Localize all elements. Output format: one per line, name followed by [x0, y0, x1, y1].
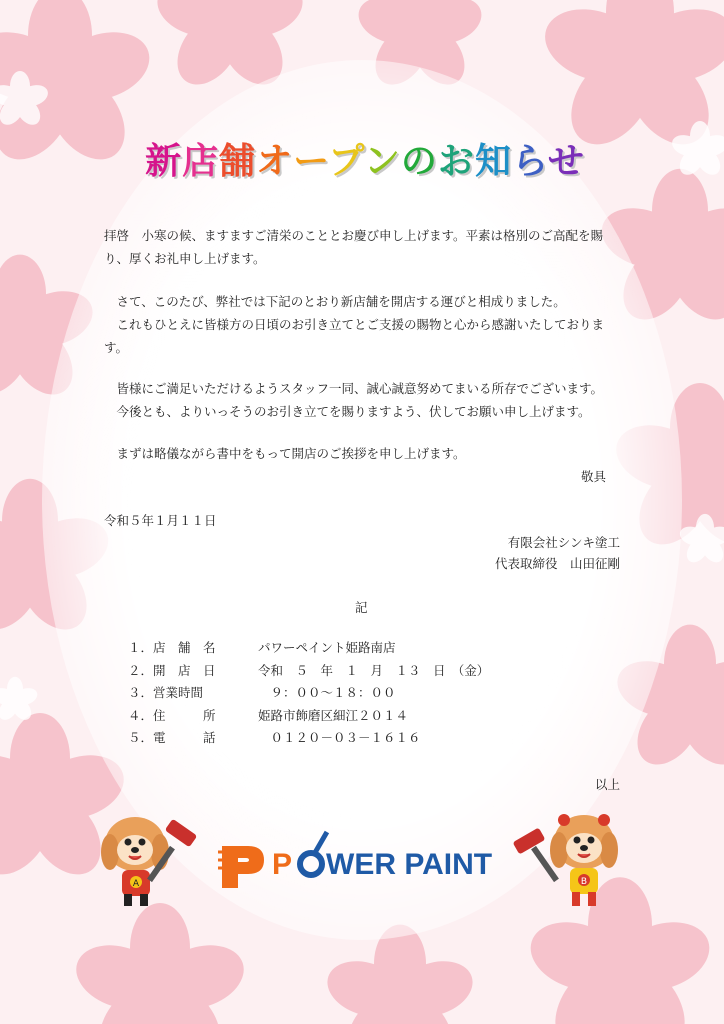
request-paragraph: 今後とも、よりいっそうのお引き立てを賜りますよう、伏してお願い申し上げます。	[104, 404, 591, 419]
badge-b: B	[580, 877, 588, 887]
greeting-paragraph: 拝啓 小寒の候、ますますご清栄のこととお慶び申し上げます。平素は格別のご高配を賜り、厚くお礼申し上げます。	[104, 228, 604, 266]
detail-row	[128, 705, 489, 728]
detail-value: 令和 ５ 年 １ 月 １３ 日 （金）	[258, 662, 490, 678]
page-title	[130, 133, 600, 184]
title-char: オ	[256, 141, 294, 182]
company-name: 有限会社シンキ塗工	[507, 535, 620, 550]
detail-value: パワーペイント姫路南店	[258, 640, 396, 655]
detail-label: ２．開 店 日	[128, 662, 216, 678]
detail-label: １．店 舗 名	[128, 640, 216, 655]
ijo-end-mark: 以上	[594, 777, 620, 792]
representative-name: 代表取締役 山田征剛	[494, 556, 620, 571]
logo-text-p: P	[272, 848, 293, 881]
mascot-b	[512, 812, 622, 910]
power-paint-logo	[218, 826, 508, 896]
detail-label: ３．営業時間	[128, 685, 204, 700]
logo-text-rest: WER PAINT	[326, 848, 493, 881]
ki-heading: 記	[355, 600, 368, 615]
badge-a: A	[132, 879, 140, 889]
detail-label: ４．住 所	[128, 707, 216, 723]
title-char: の	[400, 141, 438, 182]
detail-label: ５．電 話	[128, 730, 216, 745]
title-char: ー	[293, 141, 329, 182]
logo-brush-o-icon	[300, 853, 322, 875]
title-char: 新	[145, 141, 183, 182]
detail-row	[128, 727, 489, 750]
detail-value: 姫路市飾磨区細江２０１４	[258, 707, 409, 723]
detail-value: ９：００～１８：００	[258, 685, 396, 700]
detail-row	[128, 682, 489, 705]
title-char: 知	[474, 141, 512, 182]
mascot-a	[100, 814, 200, 910]
thanks-paragraph: これもひとえに皆様方の日頃のお引き立てとご支援の賜物と心から感謝いたしております。	[104, 317, 605, 355]
title-char: お	[437, 141, 475, 182]
announcement-paragraph: さて、このたび、弊社では下記のとおり新店舗を開店する運びと相成りました。	[104, 294, 566, 309]
detail-value: ０１２０－０３－１６１６	[258, 730, 421, 745]
title-char: ら	[511, 141, 548, 182]
details-list	[128, 637, 489, 750]
title-char: 店	[182, 141, 220, 182]
letter-date: 令和５年１月１１日	[104, 513, 217, 528]
closing-word: 敬具	[581, 469, 607, 484]
title-char: 舗	[219, 141, 257, 182]
closing-paragraph: まずは略儀ながら書中をもって開店のご挨拶を申し上げます。	[104, 446, 466, 461]
title-char: せ	[547, 141, 585, 182]
commitment-paragraph: 皆様にご満足いただけるようスタッフ一同、誠心誠意努めてまいる所存でございます。	[104, 381, 604, 396]
detail-row	[128, 660, 489, 683]
detail-row	[128, 637, 489, 660]
title-char: ン	[363, 141, 401, 182]
title-char: プ	[328, 141, 364, 182]
